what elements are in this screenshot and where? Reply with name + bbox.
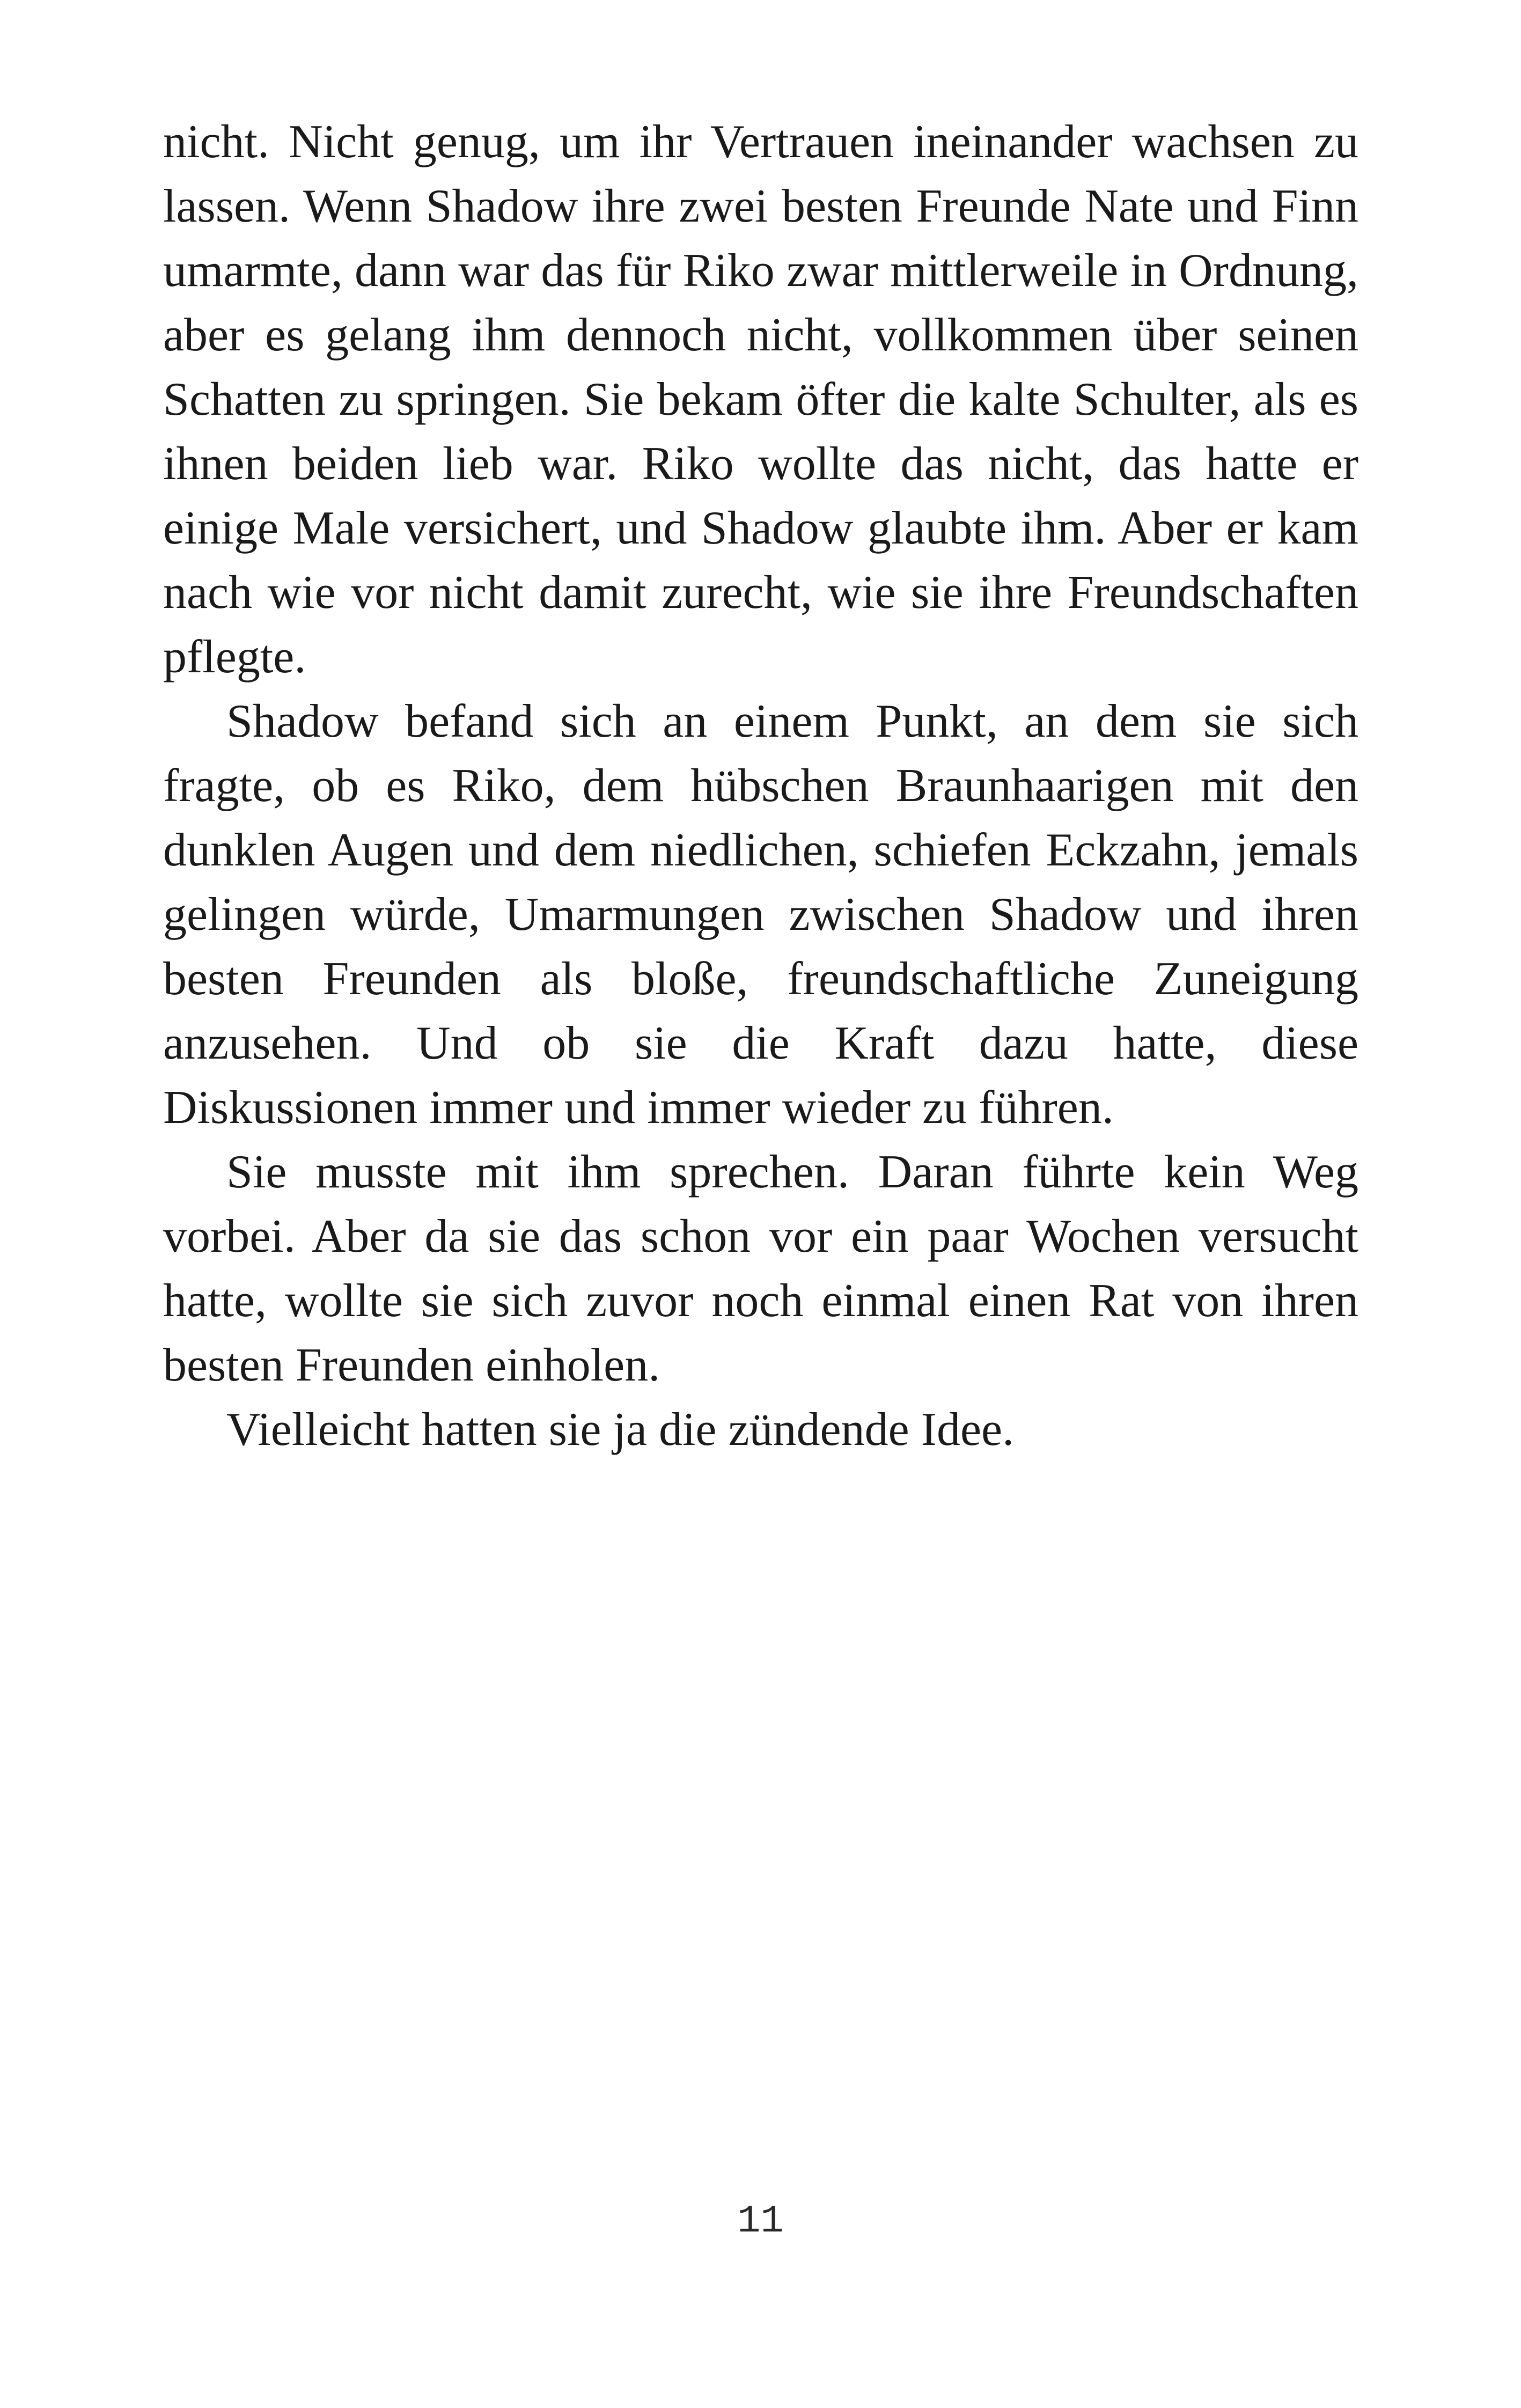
paragraph-2: Shadow befand sich an einem Punkt, an dem sie sich fragte, ob es Riko, dem hübschen Braunhaarigen mit den dunklen Augen und dem niedlichen, schiefen Eckzahn, jemals gelingen würde, Umarmungen zwischen Shadow und ihren besten Freunden als bloße, freundschaftliche Zuneigung anzusehen. Und ob sie die Kraft dazu hatte, diese Diskussionen immer und immer wieder zu führen. (163, 695, 1358, 1134)
paragraph-4: Vielleicht hatten sie ja die zündende Idee. (226, 1404, 1015, 1456)
body-text (163, 110, 1358, 1462)
paragraph-1: nicht. Nicht genug, um ihr Vertrauen ineinander wachsen zu lassen. Wenn Shadow ihre zwei besten Freunde Nate und Finn umarmte, dann war das für Riko zwar mittlerweile in Ordnung, aber es gelang ihm dennoch nicht, vollkommen über seinen Schatten zu springen. Sie bekam öfter die kalte Schulter, als es ihnen beiden lieb war. Riko wollte das nicht, das hatte er einige Male versichert, und Shadow glaubte ihm. Aber er kam nach wie vor nicht damit zurecht, wie sie ihre Freundschaften pflegte. (163, 116, 1358, 683)
paragraph-3: Sie musste mit ihm sprechen. Daran führte kein Weg vorbei. Aber da sie das schon vor ein paar Wochen versucht hatte, wollte sie sich zuvor noch einmal einen Rat von ihren besten Freunden einholen. (163, 1146, 1358, 1391)
page-number: 11 (737, 2199, 784, 2243)
